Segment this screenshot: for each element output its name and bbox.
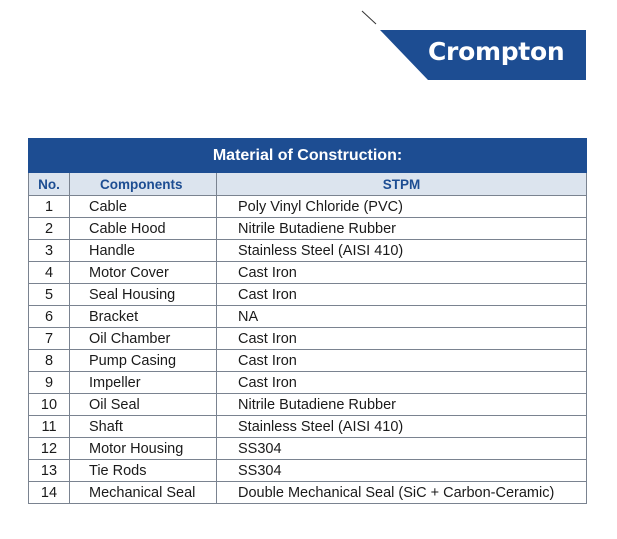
row-number: 5: [29, 284, 70, 306]
row-component: Mechanical Seal: [70, 482, 217, 504]
row-component: Cable Hood: [70, 218, 217, 240]
table-row: [29, 438, 587, 460]
row-number: 3: [29, 240, 70, 262]
table-row: [29, 328, 587, 350]
row-component: Oil Seal: [70, 394, 217, 416]
row-material: Cast Iron: [217, 262, 587, 284]
row-material: Poly Vinyl Chloride (PVC): [217, 196, 587, 218]
row-material: Double Mechanical Seal (SiC + Carbon-Ceramic): [217, 482, 587, 504]
logo-text: Crompton: [428, 37, 565, 66]
row-material: Nitrile Butadiene Rubber: [217, 218, 587, 240]
header-components: Components: [70, 173, 217, 196]
row-material: Nitrile Butadiene Rubber: [217, 394, 587, 416]
row-component: Impeller: [70, 372, 217, 394]
header-stpm: STPM: [217, 173, 587, 196]
row-component: Motor Housing: [70, 438, 217, 460]
header-no: No.: [29, 173, 70, 196]
row-component: Seal Housing: [70, 284, 217, 306]
row-number: 11: [29, 416, 70, 438]
table-row: [29, 372, 587, 394]
row-number: 9: [29, 372, 70, 394]
crompton-logo: [380, 30, 586, 80]
row-material: NA: [217, 306, 587, 328]
row-number: 2: [29, 218, 70, 240]
row-number: 8: [29, 350, 70, 372]
row-material: Cast Iron: [217, 350, 587, 372]
row-number: 4: [29, 262, 70, 284]
table-row: [29, 394, 587, 416]
row-component: Motor Cover: [70, 262, 217, 284]
row-component: Oil Chamber: [70, 328, 217, 350]
row-number: 13: [29, 460, 70, 482]
row-number: 1: [29, 196, 70, 218]
table-row: [29, 482, 587, 504]
row-component: Tie Rods: [70, 460, 217, 482]
material-of-construction-table: [28, 138, 587, 504]
table-row: [29, 196, 587, 218]
table-row: [29, 416, 587, 438]
table-row: [29, 460, 587, 482]
row-component: Cable: [70, 196, 217, 218]
row-material: Cast Iron: [217, 284, 587, 306]
row-component: Pump Casing: [70, 350, 217, 372]
row-material: Cast Iron: [217, 372, 587, 394]
table-title: Material of Construction:: [29, 139, 587, 173]
table-row: [29, 240, 587, 262]
row-component: Shaft: [70, 416, 217, 438]
table-row: [29, 262, 587, 284]
row-material: Cast Iron: [217, 328, 587, 350]
table-row: [29, 284, 587, 306]
row-material: SS304: [217, 460, 587, 482]
row-component: Bracket: [70, 306, 217, 328]
row-number: 7: [29, 328, 70, 350]
row-material: Stainless Steel (AISI 410): [217, 240, 587, 262]
row-component: Handle: [70, 240, 217, 262]
table-row: [29, 306, 587, 328]
table-row: [29, 350, 587, 372]
table-header-row: [29, 173, 587, 196]
row-material: SS304: [217, 438, 587, 460]
row-number: 10: [29, 394, 70, 416]
row-number: 14: [29, 482, 70, 504]
row-number: 12: [29, 438, 70, 460]
row-material: Stainless Steel (AISI 410): [217, 416, 587, 438]
table-row: [29, 218, 587, 240]
row-number: 6: [29, 306, 70, 328]
